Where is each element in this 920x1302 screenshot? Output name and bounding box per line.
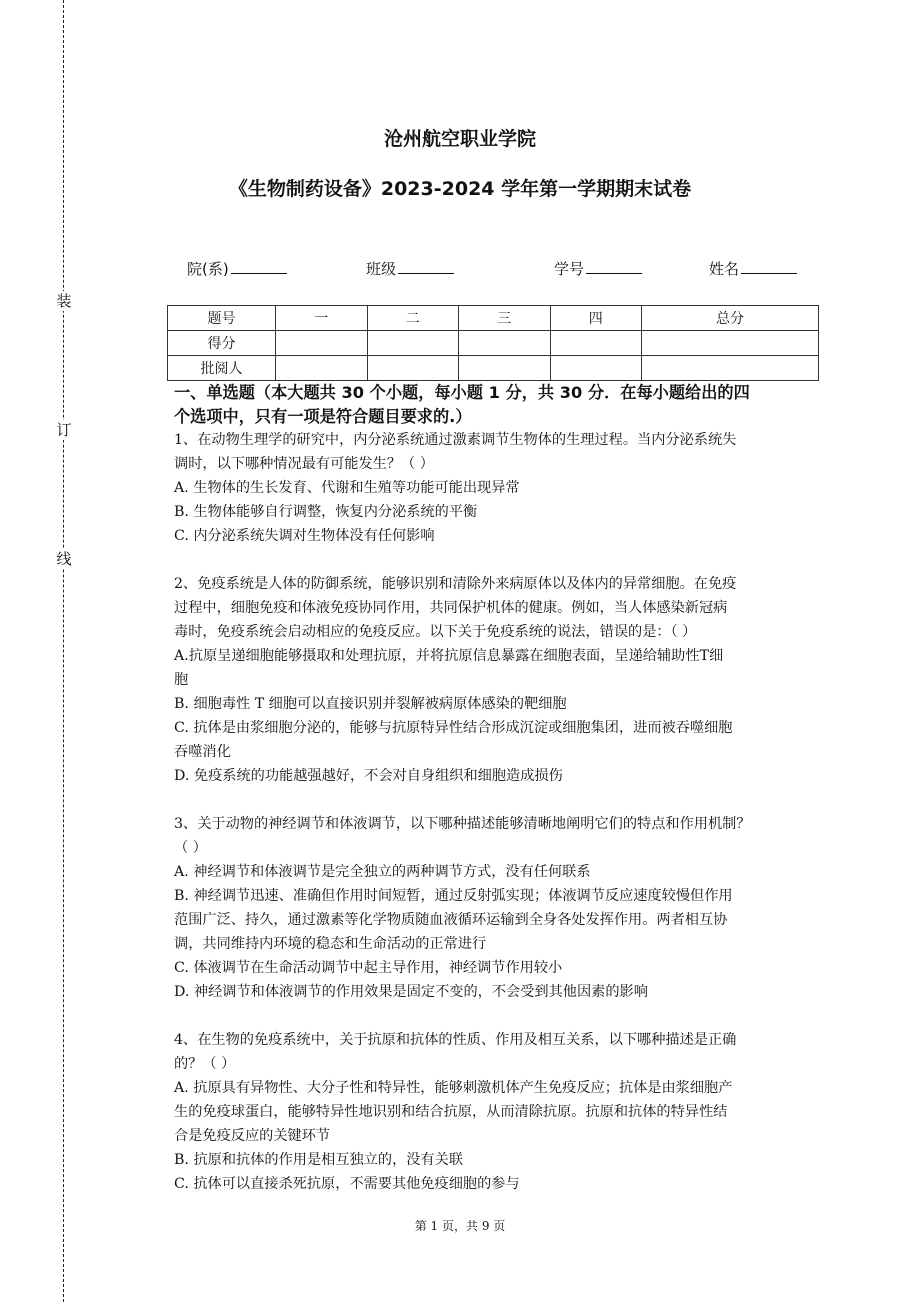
student-id-label: 学号 <box>554 260 585 278</box>
q4-option-a-cont[interactable]: 生的免疫球蛋白，能够特异性地识别和结合抗原，从而清除抗原。抗原和抗体的特异性结 <box>174 1104 728 1120</box>
class-label: 班级 <box>366 260 397 278</box>
name-blank[interactable] <box>741 258 797 274</box>
score-cell[interactable] <box>367 331 459 356</box>
q3-option-b-cont[interactable]: 调，共同维持内环境的稳态和生命活动的正常进行 <box>174 936 487 952</box>
name-field[interactable] <box>709 258 797 279</box>
reviewer-row-label: 批阅人 <box>168 356 276 381</box>
reviewer-cell[interactable] <box>276 356 368 381</box>
q2-option-c-cont[interactable]: 吞噬消化 <box>174 744 231 760</box>
q1-option-a[interactable]: A. 生物体的生长发育、代谢和生殖等功能可能出现异常 <box>174 480 520 496</box>
score-header-cell: 三 <box>459 306 551 331</box>
binding-mark-ding: 订 <box>54 420 74 440</box>
q4-stem-line: 的？（ ） <box>174 1056 236 1072</box>
q3-option-d[interactable]: D. 神经调节和体液调节的作用效果是固定不变的，不会受到其他因素的影响 <box>174 984 648 1000</box>
section-heading <box>174 381 824 429</box>
student-id-field[interactable] <box>554 258 642 279</box>
q2-stem-line: 过程中，细胞免疫和体液免疫协同作用，共同保护机体的健康。例如，当人体感染新冠病 <box>174 600 728 616</box>
q1-option-b[interactable]: B. 生物体能够自行调整，恢复内分泌系统的平衡 <box>174 504 478 520</box>
score-cell[interactable] <box>642 331 819 356</box>
score-header-cell: 总分 <box>642 306 819 331</box>
q2-option-a-cont[interactable]: 胞 <box>174 672 189 688</box>
q3-option-b-cont[interactable]: 范围广泛、持久，通过激素等化学物质随血液循环运输到全身各处发挥作用。两者相互协 <box>174 912 728 928</box>
section-heading-line: 一、单选题（本大题共 30 个小题，每小题 1 分，共 30 分．在每小题给出的四 <box>174 383 750 402</box>
reviewer-cell[interactable] <box>459 356 551 381</box>
department-field[interactable] <box>187 258 287 279</box>
score-header-cell: 二 <box>367 306 459 331</box>
score-header-cell: 四 <box>550 306 642 331</box>
score-header-cell: 题号 <box>168 306 276 331</box>
q2-option-c[interactable]: C. 抗体是由浆细胞分泌的，能够与抗原特异性结合形成沉淀或细胞集团，进而被吞噬细胞 <box>174 720 733 736</box>
q4-option-a[interactable]: A. 抗原具有异物性、大分子性和特异性，能够刺激机体产生免疫反应；抗体是由浆细胞产 <box>174 1080 733 1096</box>
q4-stem-line: 4、在生物的免疫系统中，关于抗原和抗体的性质、作用及相互关系，以下哪种描述是正确 <box>174 1032 737 1048</box>
score-table <box>167 305 819 381</box>
q1-stem-line: 调时，以下哪种情况最有可能发生？（ ） <box>174 456 434 472</box>
score-row-label: 得分 <box>168 331 276 356</box>
score-cell[interactable] <box>276 331 368 356</box>
q2-stem-line: 2、免疫系统是人体的防御系统，能够识别和清除外来病原体以及体内的异常细胞。在免疫 <box>174 576 737 592</box>
score-header-cell: 一 <box>276 306 368 331</box>
q2-option-b[interactable]: B. 细胞毒性 T 细胞可以直接识别并裂解被病原体感染的靶细胞 <box>174 696 567 712</box>
exam-title: 《生物制药设备》2023-2024 学年第一学期期末试卷 <box>228 178 692 200</box>
class-field[interactable] <box>366 258 454 279</box>
q3-option-b[interactable]: B. 神经调节迅速、准确但作用时间短暂，通过反射弧实现；体液调节反应速度较慢但作用 <box>174 888 733 904</box>
q2-stem-line: 毒时，免疫系统会启动相应的免疫反应。以下关于免疫系统的说法，错误的是：（ ） <box>174 624 697 640</box>
score-cell[interactable] <box>459 331 551 356</box>
reviewer-row <box>168 356 819 381</box>
q2-option-d[interactable]: D. 免疫系统的功能越强越好，不会对自身组织和细胞造成损伤 <box>174 768 563 784</box>
q3-stem-line: （ ） <box>174 840 207 856</box>
binding-mark-zhuang: 装 <box>54 291 74 311</box>
class-blank[interactable] <box>398 258 454 274</box>
score-cell[interactable] <box>550 331 642 356</box>
q4-option-c[interactable]: C. 抗体可以直接杀死抗原，不需要其他免疫细胞的参与 <box>174 1176 520 1192</box>
student-id-blank[interactable] <box>586 258 642 274</box>
department-blank[interactable] <box>231 258 287 274</box>
section-heading-line: 个选项中，只有一项是符合题目要求的.） <box>174 407 472 426</box>
score-row <box>168 331 819 356</box>
q4-option-b[interactable]: B. 抗原和抗体的作用是相互独立的，没有关联 <box>174 1152 464 1168</box>
q3-option-a[interactable]: A. 神经调节和体液调节是完全独立的两种调节方式，没有任何联系 <box>174 864 591 880</box>
reviewer-cell[interactable] <box>550 356 642 381</box>
reviewer-cell[interactable] <box>642 356 819 381</box>
q3-stem-line: 3、关于动物的神经调节和体液调节，以下哪种描述能够清晰地阐明它们的特点和作用机制？ <box>174 816 751 832</box>
q2-option-a[interactable]: A.抗原呈递细胞能够摄取和处理抗原，并将抗原信息暴露在细胞表面，呈递给辅助性T细 <box>174 648 724 664</box>
department-label: 院(系) <box>187 260 229 278</box>
q1-option-c[interactable]: C. 内分泌系统失调对生物体没有任何影响 <box>174 528 435 544</box>
binding-mark-xian: 线 <box>54 549 74 569</box>
reviewer-cell[interactable] <box>367 356 459 381</box>
q3-option-c[interactable]: C. 体液调节在生命活动调节中起主导作用，神经调节作用较小 <box>174 960 563 976</box>
name-label: 姓名 <box>709 260 740 278</box>
q4-option-a-cont[interactable]: 合是免疫反应的关键环节 <box>174 1128 331 1144</box>
score-table-header-row <box>168 306 819 331</box>
school-title: 沧州航空职业学院 <box>383 128 536 150</box>
q1-stem-line: 1、在动物生理学的研究中，内分泌系统通过激素调节生物体的生理过程。当内分泌系统失 <box>174 432 737 448</box>
page-number: 第 1 页，共 9 页 <box>414 1219 506 1233</box>
